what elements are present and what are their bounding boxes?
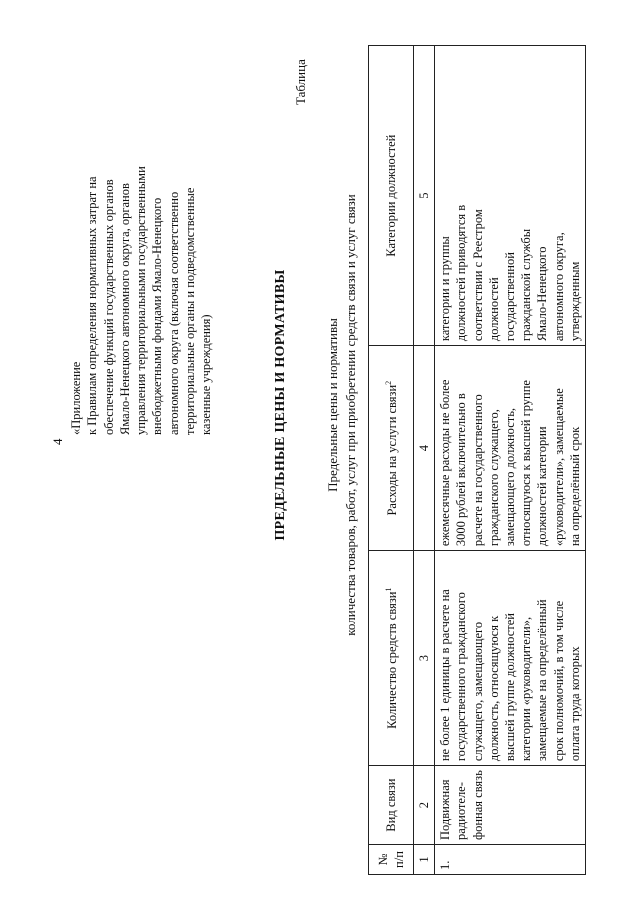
- appendix-line: к Правилам определения нормативных затрат на: [85, 176, 100, 435]
- document-title: ПРЕДЕЛЬНЫЕ ЦЕНЫ И НОРМАТИВЫ: [273, 269, 288, 541]
- header-quantity: Количество средств связи$^1$: [369, 551, 414, 766]
- limits-table: [368, 45, 586, 875]
- appendix-line: казенные учреждения): [199, 314, 214, 435]
- column-number: 2: [414, 766, 435, 845]
- column-number: 1: [414, 845, 435, 875]
- column-number: 3: [414, 551, 435, 766]
- expenses-cell: ежемесячные расходы не более 3000 рублей включительно в расчете на государственного гражданского служащего, замещающего должность, относящуюся к высшей группе должностей категории «руководители», замещаемые на определённый срок: [435, 346, 586, 551]
- table-caption: Таблица: [293, 59, 308, 105]
- table-header-row: [369, 46, 414, 875]
- appendix-line: Ямало-Ненецкого автономного округа, органов: [117, 183, 132, 435]
- table-subtitle: Предельные цены и нормативы: [325, 318, 340, 492]
- communication-type: Подвижная радиотеле- фонная связь: [435, 766, 586, 845]
- appendix-line: территориальные органы и подведомственные: [183, 187, 198, 435]
- header-categories: Категории должностей: [369, 46, 414, 346]
- column-number: 5: [414, 46, 435, 346]
- table-row: [435, 46, 586, 875]
- table-subtitle-detail: количества товаров, работ, услуг при приобретении средств связи и услуг связи: [343, 194, 358, 636]
- row-number: 1.: [435, 845, 586, 875]
- appendix-line: обеспечение функций государственных органов: [101, 179, 116, 435]
- header-type: Вид связи: [369, 766, 414, 845]
- header-number: № п/п: [369, 845, 414, 875]
- categories-cell: категории и группы должностей приводятся в соответствии с Реестром должностей государственной гражданской службы Ямало-Ненецкого автономного округа, утвержденным: [435, 46, 586, 346]
- appendix-line: внебюджетными фондами Ямало-Ненецкого: [150, 197, 165, 435]
- appendix-line: «Приложение: [69, 361, 83, 435]
- quantity-cell: не более 1 единицы в расчете на государственного гражданского служащего, замещающего должность, относящуюся к высшей группе должностей категории «руководители», замещаемые на определённый срок полномочий, в том числе оплата труда которых: [435, 551, 586, 766]
- page-number: 4: [50, 438, 65, 445]
- appendix-header: [68, 135, 215, 435]
- appendix-line: управления территориальными государственными: [134, 166, 149, 435]
- table-number-row: [414, 46, 435, 875]
- appendix-line: автономного округа (включая соответственно: [166, 191, 181, 435]
- column-number: 4: [414, 346, 435, 551]
- header-expenses: Расходы на услуги связи$^2$: [369, 346, 414, 551]
